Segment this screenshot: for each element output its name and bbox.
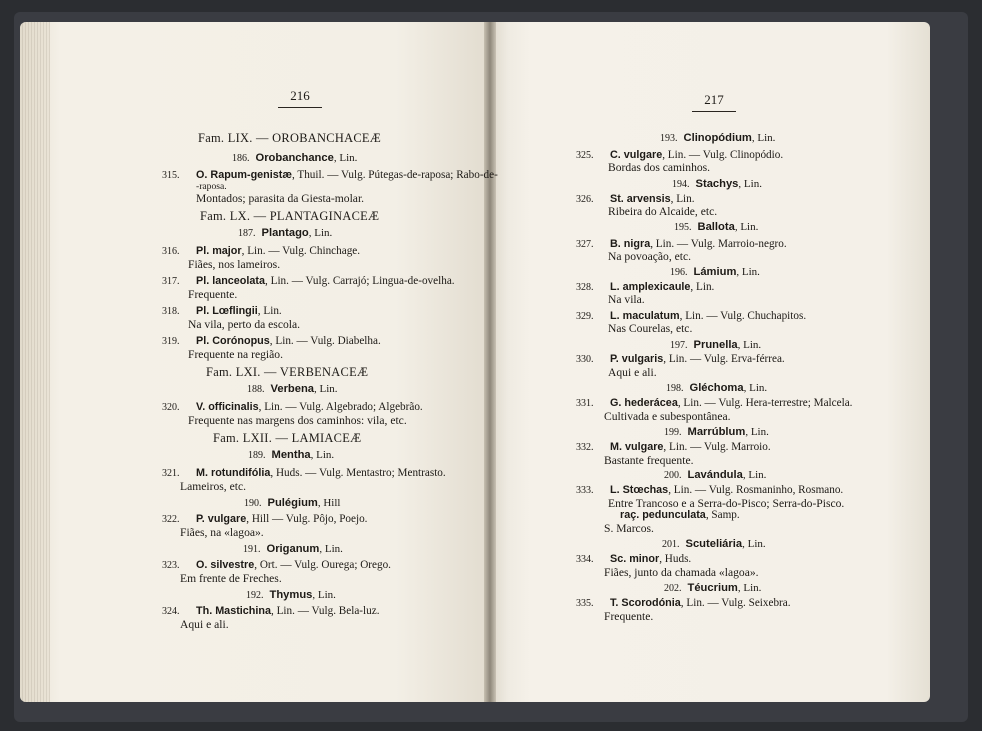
taxon-details: , Hill — Vulg. Pôjo, Poejo. (246, 513, 368, 525)
taxon-name: V. officinalis (196, 401, 259, 413)
taxon-details: , Lin. (751, 132, 776, 144)
species-number: 327. (576, 239, 594, 250)
genus-heading (670, 266, 760, 279)
species-number: 316. (162, 246, 180, 257)
taxon-details: , Huds. (659, 553, 692, 565)
taxon-details: , Lin. (742, 538, 766, 550)
description-line: -raposa. (196, 181, 227, 192)
description-line: Aqui e ali. (608, 366, 657, 379)
taxon-details: , Hill (317, 497, 341, 509)
taxon-name: Mentha (271, 449, 311, 461)
species-number: 330. (576, 354, 594, 365)
genus-heading (674, 221, 758, 234)
species-entry (576, 353, 785, 366)
taxon-details: , Lin. (308, 227, 333, 239)
genus-number: 193. (660, 133, 678, 144)
taxon-details: , Lin. (319, 543, 343, 555)
taxon-name: Sc. minor (610, 553, 660, 565)
taxon-details: , Ort. — Vulg. Ourega; Orego. (254, 559, 391, 571)
description-line: Nas Courelas, etc. (608, 322, 693, 335)
taxon-details: , Lin. — Vulg. Erva-férrea. (663, 353, 785, 365)
species-number: 317. (162, 276, 180, 287)
genus-heading (664, 582, 761, 595)
taxon-name: Orobanchance (255, 152, 334, 164)
species-entry (162, 605, 380, 618)
species-number: 315. (162, 170, 180, 181)
species-entry (576, 281, 714, 294)
taxon-details: , Lin. (737, 582, 762, 594)
taxon-name: B. nigra (610, 238, 651, 250)
description-line: Em frente de Freches. (180, 572, 282, 585)
description-line: Fiães, junto da chamada «lagoa». (604, 566, 759, 579)
taxon-name: P. vulgare (196, 513, 247, 525)
genus-heading (247, 383, 338, 396)
species-entry (576, 597, 791, 610)
taxon-name: Pulégium (267, 497, 318, 509)
genus-number: 194. (672, 179, 690, 190)
species-entry (576, 484, 843, 497)
species-entry (162, 401, 423, 414)
genus-heading (244, 497, 340, 510)
taxon-name: Marrúblum (687, 426, 746, 438)
species-entry (162, 559, 391, 572)
genus-number: 190. (244, 498, 262, 509)
taxon-name: Lámium (693, 266, 737, 278)
genus-number: 186. (232, 153, 250, 164)
genus-heading (660, 132, 775, 145)
page-edges (20, 22, 50, 702)
taxon-details: , Lin. — Vulg. Hera-terrestre; Malcela. (677, 397, 853, 409)
taxon-name: Pl. lanceolata (196, 275, 266, 287)
right-page-number: 217 (684, 92, 744, 112)
genus-heading (670, 339, 761, 352)
description-line: Na povoação, etc. (608, 250, 692, 263)
taxon-details: , Lin. — Vulg. Marroio. (663, 441, 771, 453)
description-line: Frequente. (188, 288, 238, 301)
taxon-details: , Lin. (333, 152, 358, 164)
species-number: 325. (576, 150, 594, 161)
taxon-name: Lavándula (687, 469, 743, 481)
taxon-details: , Lin. — Vulg. Algebrado; Algebrão. (258, 401, 423, 413)
taxon-name: M. vulgare (610, 441, 664, 453)
taxon-name: P. vulgaris (610, 353, 664, 365)
taxon-name: T. Scorodónia (610, 597, 681, 609)
taxon-name: Scuteliária (685, 538, 743, 550)
taxon-details: , Lin. (743, 382, 768, 394)
taxon-name: Thymus (269, 589, 313, 601)
taxon-details: , Lin. (310, 449, 335, 461)
species-entry (576, 553, 691, 566)
taxon-name: L. amplexicaule (610, 281, 691, 293)
species-number: 320. (162, 402, 180, 413)
taxon-details: , Lin. (314, 383, 338, 395)
genus-number: 200. (664, 470, 682, 481)
genus-heading (664, 469, 766, 482)
genus-number: 189. (248, 450, 266, 461)
genus-number: 196. (670, 267, 688, 278)
genus-heading (243, 543, 343, 556)
description-line: Lameiros, etc. (180, 480, 246, 493)
taxon-name: Gléchoma (689, 382, 744, 394)
taxon-details: , Lin. — Vulg. Rosmaninho, Rosmano. (668, 484, 844, 496)
genus-number: 191. (243, 544, 261, 555)
taxon-name: Ballota (697, 221, 735, 233)
description-line: Aqui e ali. (180, 618, 229, 631)
taxon-name: Th. Mastichina (196, 605, 271, 617)
description-line: Frequente. (604, 610, 654, 623)
taxon-name: O. Rapum-genistæ (196, 169, 292, 181)
left-page-number: 216 (270, 88, 330, 108)
taxon-details: , Samp. (705, 509, 740, 521)
taxon-details: , Huds. — Vulg. Mentastro; Mentrasto. (270, 467, 446, 479)
species-entry (162, 245, 360, 258)
description-line: Bordas dos caminhos. (608, 161, 711, 174)
genus-heading (232, 152, 357, 165)
genus-heading (664, 426, 769, 439)
species-entry (576, 441, 771, 454)
family-heading: Fam. LX. — PLANTAGINACEÆ (200, 209, 380, 223)
species-number: 329. (576, 311, 594, 322)
species-number: 323. (162, 560, 180, 571)
taxon-details: , Lin. — Vulg. Marroio-negro. (650, 238, 787, 250)
taxon-details: , Lin. (670, 193, 695, 205)
taxon-name: Téucrium (687, 582, 738, 594)
description-line: Bastante frequente. (604, 454, 694, 467)
description-line: Fiães, nos lameiros. (188, 258, 281, 271)
species-number: 333. (576, 485, 594, 496)
description-line: Na vila, perto da escola. (188, 318, 301, 331)
species-entry (162, 467, 446, 480)
taxon-name: Stachys (695, 178, 739, 190)
description-line: Frequente nas margens dos caminhos: vila, etc. (188, 414, 407, 427)
taxon-details: , Lin. (312, 589, 336, 601)
family-heading: Fam. LIX. — OROBANCHACEÆ (198, 131, 382, 145)
taxon-details: , Lin. (257, 305, 282, 317)
species-number: 335. (576, 598, 594, 609)
species-number: 319. (162, 336, 180, 347)
taxon-name: C. vulgare (610, 149, 663, 161)
species-number: 332. (576, 442, 594, 453)
genus-heading (662, 538, 766, 551)
species-number: 322. (162, 514, 180, 525)
taxon-name: G. hederácea (610, 397, 678, 409)
taxon-details: , Lin. (737, 339, 762, 351)
taxon-details: , Lin. (736, 266, 760, 278)
genus-heading (666, 382, 767, 395)
family-heading: Fam. LXI. — VERBENACEÆ (206, 365, 369, 379)
description-line: Fiães, na «lagoa». (180, 526, 264, 539)
species-number: 334. (576, 554, 594, 565)
genus-heading (238, 227, 332, 240)
species-number: 324. (162, 606, 180, 617)
description-line: Ribeira do Alcaide, etc. (608, 205, 718, 218)
taxon-details: , Lin. (734, 221, 759, 233)
genus-number: 187. (238, 228, 256, 239)
taxon-name: Pl. Lœflingii (196, 305, 258, 317)
family-heading: Fam. LXII. — LAMIACEÆ (213, 431, 362, 445)
taxon-details: , Lin. (738, 178, 762, 190)
species-number: 321. (162, 468, 180, 479)
description-line: Entre Trancoso e a Serra-do-Pisco; Serra-do-Pisco. (608, 497, 845, 510)
species-number: 328. (576, 282, 594, 293)
taxon-details: , Lin. — Vulg. Chuchapitos. (679, 310, 807, 322)
taxon-name: Prunella (693, 339, 738, 351)
taxon-details: , Lin. — Vulg. Bela-luz. (271, 605, 380, 617)
book-gutter (484, 22, 496, 702)
taxon-details: , Lin. (745, 426, 769, 438)
genus-heading (248, 449, 334, 462)
genus-number: 198. (666, 383, 684, 394)
species-entry (162, 305, 282, 318)
genus-number: 188. (247, 384, 265, 395)
taxon-name: L. maculatum (610, 310, 680, 322)
genus-number: 202. (664, 583, 682, 594)
genus-number: 195. (674, 222, 692, 233)
taxon-name: Pl. major (196, 245, 242, 257)
taxon-details: , Lin. — Vulg. Clinopódio. (662, 149, 784, 161)
taxon-details: , Lin. — Vulg. Chinchage. (241, 245, 361, 257)
taxon-details: , Lin. — Vulg. Carrajó; Lingua-de-ovelha. (265, 275, 455, 287)
species-entry (162, 513, 367, 526)
description-line: Montados; parasita da Giesta-molar. (196, 192, 365, 205)
description-line: S. Marcos. (604, 522, 654, 535)
description-line: Cultivada e subespontânea. (604, 410, 731, 423)
genus-number: 192. (246, 590, 264, 601)
genus-number: 197. (670, 340, 688, 351)
genus-number: 199. (664, 427, 682, 438)
species-entry (576, 397, 852, 410)
taxon-name: Plantago (261, 227, 309, 239)
taxon-name: M. rotundifólia (196, 467, 271, 479)
taxon-name: Verbena (270, 383, 315, 395)
taxon-name: Origanum (266, 543, 320, 555)
description-line: Na vila. (608, 293, 645, 306)
taxon-name: raç. pedunculata (620, 509, 706, 521)
genus-heading (672, 178, 762, 191)
taxon-name: O. silvestre (196, 559, 255, 571)
taxon-name: Clinopódium (683, 132, 752, 144)
species-number: 326. (576, 194, 594, 205)
taxon-details: , Lin. (742, 469, 767, 481)
taxon-name: L. Stœchas (610, 484, 669, 496)
taxon-name: Pl. Corónopus (196, 335, 270, 347)
species-entry (620, 509, 740, 522)
taxon-details: , Lin. — Vulg. Diabelha. (269, 335, 381, 347)
taxon-details: , Lin. — Vulg. Seixebra. (680, 597, 791, 609)
species-number: 331. (576, 398, 594, 409)
description-line: Frequente na região. (188, 348, 283, 361)
taxon-name: St. arvensis (610, 193, 671, 205)
species-entry (162, 275, 455, 288)
species-entry (162, 335, 381, 348)
taxon-details: , Thuil. — Vulg. Pútegas-de-raposa; Rabo-de- (291, 169, 498, 181)
species-number: 318. (162, 306, 180, 317)
taxon-details: , Lin. (690, 281, 715, 293)
genus-number: 201. (662, 539, 680, 550)
genus-heading (246, 589, 336, 602)
